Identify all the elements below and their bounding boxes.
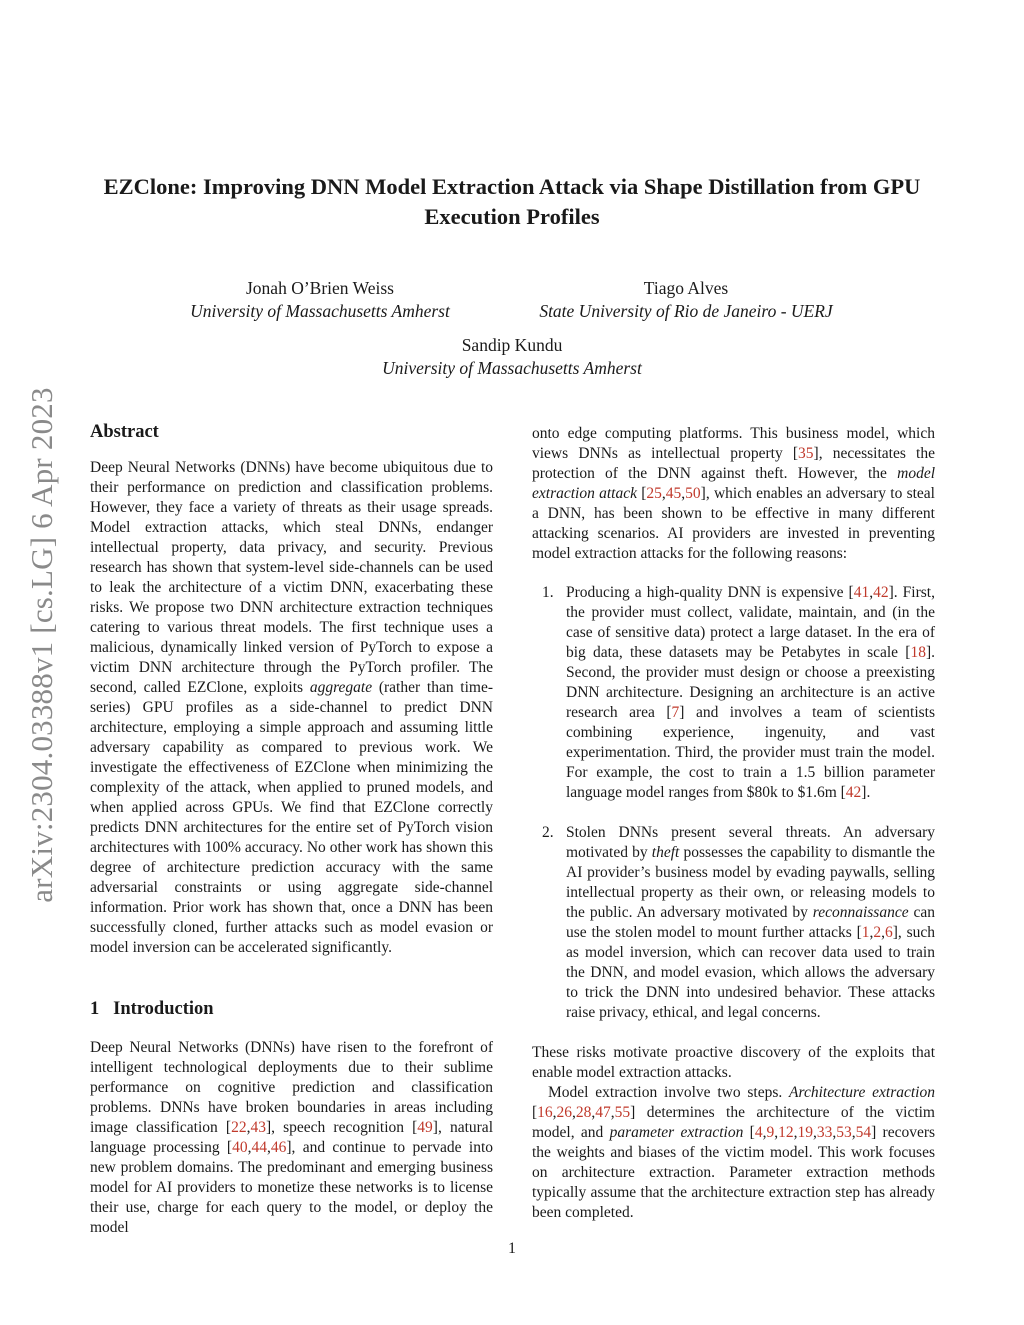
intro-heading: 1 Introduction [90, 999, 214, 1019]
citation-link[interactable]: 16 [537, 1104, 553, 1121]
author-affiliation: University of Massachusetts Amherst [382, 358, 642, 378]
citation-link[interactable]: 40 [232, 1139, 248, 1156]
citation-link[interactable]: 12 [778, 1124, 794, 1141]
citation-link[interactable]: 25 [646, 485, 662, 502]
author-affiliation: University of Massachusetts Amherst [190, 301, 450, 321]
citation-link[interactable]: 44 [251, 1139, 267, 1156]
citation-link[interactable]: 47 [595, 1104, 611, 1121]
citation-link[interactable]: 46 [270, 1139, 287, 1156]
author-name: Tiago Alves [643, 278, 729, 298]
citation-link[interactable]: 35 [798, 445, 814, 462]
page-number: 1 [508, 1240, 516, 1257]
right-column [532, 424, 935, 1223]
list-item: 2. Stolen DNNs present several threats. An adversary motivated by theft possesses the capability to dismantle the AI provider’s business model by evading paywalls, selling intellectual property as their own, or releasing models to the public. An adversary motivated by reconnaissance can use the stolen model to mount further attacks [1,2,6], such as model inversion, which can recover data used to train the DNN, and model evasion, which allows the adversary to trick the DNN into undesired behavior. These attacks raise privacy, ethical, and legal concerns. [542, 824, 936, 1021]
author-block-3 [312, 334, 712, 380]
intro-paragraph: Deep Neural Networks (DNNs) have risen to the forefront of intelligent technological deployments due to their sublime performance on cognitive prediction and classification problems. DNNs have broken boundaries in areas including image classification [22,43], speech recognition [49], natural language processing [40,44,46], and continue to pervade into new problem domains. The predominant and emerging business model for AI providers to monetize these networks is to license their use, charge for each query to the model, or deploy the model [90, 1039, 493, 1236]
citation-link[interactable]: 54 [855, 1124, 872, 1141]
citation-link[interactable]: 42 [873, 584, 889, 601]
abstract-heading: Abstract [90, 422, 159, 442]
citation-link[interactable]: 55 [614, 1104, 631, 1121]
paper-title: EZClone: Improving DNN Model Extraction Attack via Shape Distillation from GPU Execution Profiles [103, 174, 921, 229]
citation-link[interactable]: 42 [845, 784, 862, 801]
citation-link[interactable]: 26 [556, 1104, 573, 1121]
citation-link[interactable]: 43 [250, 1119, 266, 1136]
citation-link[interactable]: 22 [231, 1119, 247, 1136]
abstract-text: Deep Neural Networks (DNNs) have become ubiquitous due to their performance on prediction and classification problems. However, they face a variety of threats as their usage spreads. Model extraction attacks, which steal DNNs, endanger intellectual property, data privacy, and security. Previous research has shown that system-level side-channels can be used to leak the architecture of a victim DNN, exacerbating these risks. We propose two DNN architecture extraction techniques catering to various threat models. The first technique uses a malicious, dynamically linked version of PyTorch to expose a victim DNN architecture through the PyTorch profiler. The second, called EZClone, exploits aggregate (rather than time-series) GPU profiles as a side-channel to predict DNN architecture, employing a simple approach and assuming little adversary capability as compared to previous work. We investigate the effectiveness of EZClone when minimizing the complexity of the attack, when applied to pruned models, and when applied across GPUs. We find that EZClone correctly predicts DNN architectures for the entire set of PyTorch vision architectures with 100% accuracy. No other work has shown this degree of architecture prediction accuracy with the same adversarial constraints or using aggregate side-channel information. Prior work has shown that, once a DNN has been successfully cloned, further attacks such as model evasion or model inversion can be accelerated significantly. [90, 459, 494, 956]
citation-link[interactable]: 19 [797, 1124, 813, 1141]
right-paragraph-2: These risks motivate proactive discovery of the exploits that enable model extraction attacks. [532, 1044, 935, 1081]
citation-link[interactable]: 53 [836, 1124, 852, 1141]
citation-link[interactable]: 2 [873, 924, 882, 941]
left-column [90, 421, 493, 1238]
citation-link[interactable]: 6 [885, 924, 893, 941]
list-item: 1. Producing a high-quality DNN is expensive [41,42]. First, the provider must collect, validate, maintain, and (in the case of sensitive data) protect a large dataset. In the era of big data, these datasets may be Petabytes in scale [18]. Second, the provider must design or choose a preexisting DNN architecture. Designing an architecture is an active research area [7] and involves a team of scientists combining experience, ingenuity, and vast experimentation. Third, the provider must train the model. For example, the cost to train a 1.5 billion parameter language model ranges from $80k to $1.6m [42]. [542, 584, 935, 801]
author-block-2 [490, 277, 882, 323]
citation-link[interactable]: 28 [575, 1104, 592, 1121]
author-affiliation: State University of Rio de Janeiro - UERJ [539, 301, 833, 321]
citation-link[interactable]: 33 [816, 1124, 833, 1141]
citation-link[interactable]: 45 [665, 485, 682, 502]
citation-link[interactable]: 50 [685, 485, 701, 502]
reasons-list [532, 583, 935, 1023]
author-block-1 [140, 277, 500, 323]
citation-link[interactable]: 41 [853, 584, 870, 601]
arxiv-sidebar [12, 362, 72, 928]
citation-link[interactable]: 49 [417, 1119, 433, 1136]
author-name: Sandip Kundu [461, 335, 563, 355]
arxiv-identifier: arXiv:2304.03388v1 [cs.LG] 6 Apr 2023 [24, 387, 59, 903]
right-paragraph-1: onto edge computing platforms. This business model, which views DNNs as intellectual property [35], necessitates the protection of the DNN against theft. However, the model extraction attack [25,45,50], which enables an adversary to steal a DNN, has been shown to be effective in many different attacking scenarios. AI providers are invested in preventing model extraction attacks for the following reasons: [532, 425, 936, 562]
author-name: Jonah O’Brien Weiss [246, 278, 394, 298]
citation-link[interactable]: 1 [861, 924, 870, 941]
citation-link[interactable]: 4 [754, 1124, 763, 1141]
citation-link[interactable]: 7 [671, 704, 680, 721]
right-paragraph-3: Model extraction involve two steps. Architecture extraction [16,26,28,47,55] determines the architecture of the victim model, and parameter extraction [4,9,12,19,33,53,54] recovers the weights and biases of the victim model. This work focuses on architecture extraction. Parameter extraction methods typically assume that the architecture extraction step has already been completed. [532, 1084, 936, 1221]
citation-link[interactable]: 18 [910, 644, 926, 661]
citation-link[interactable]: 9 [766, 1124, 775, 1141]
